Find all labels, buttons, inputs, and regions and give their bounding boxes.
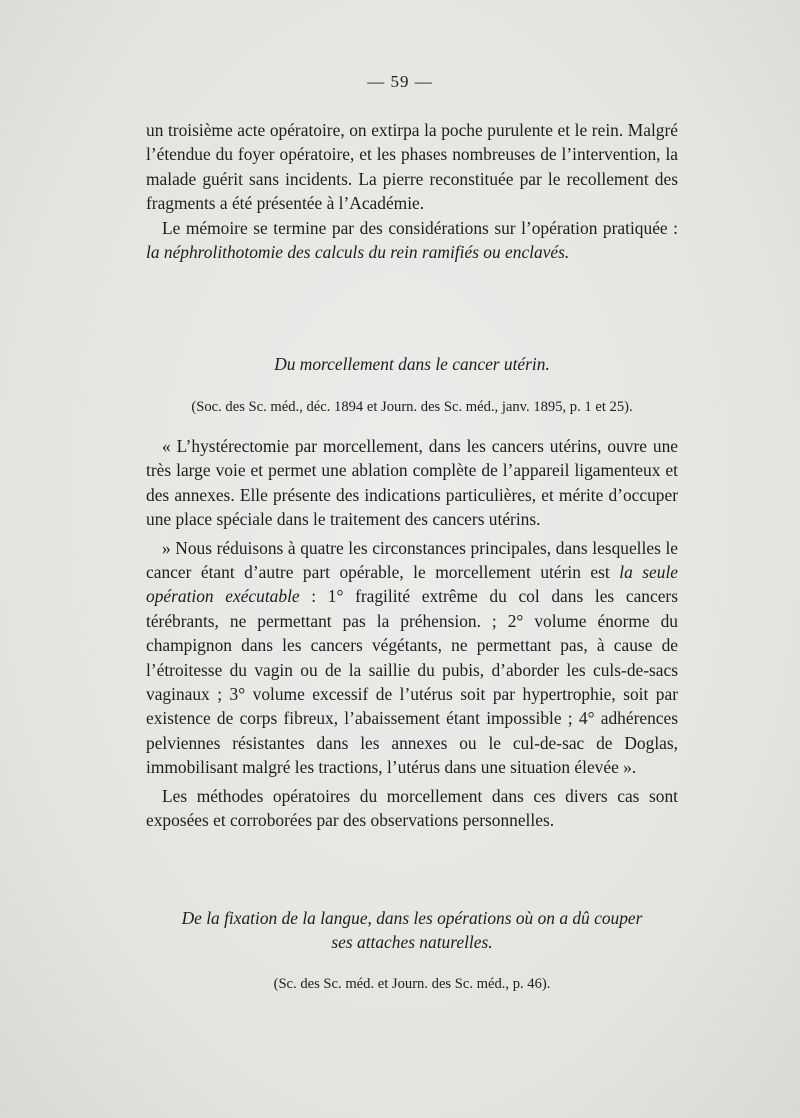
intro-paragraph-2 (146, 216, 678, 265)
intro-paragraph-2-text: Le mémoire se termine par des considérations sur l’opération pratiquée : (162, 217, 678, 238)
section-2-title (146, 906, 678, 955)
intro-paragraph-2-italic: la néphrolithotomie des calculs du rein ramifiés ou enclavés. (146, 242, 570, 263)
section-1-paragraph-3: Les méthodes opératoires du morcellement dans ces divers cas sont exposées et corroborées par des observations personnelles. (146, 785, 678, 831)
section-1-paragraph-2 (146, 536, 678, 780)
section-1-paragraph-2-end: : 1° fragilité extrême du col dans les cancers térébrants, ne permettant pas la préhension. ; 2° volume énorme du champignon dans les cancers végétants, ne permettant pas, à cause de l’étroitesse du vagin ou de la saillie du pubis, d’aborder les culs-de-sacs vaginaux ; 3° volume excessif de l’utérus soit par hypertrophie, soit par existence de corps fibreux, l’abaissement étant impossible ; 4° adhérences pelviennes résistantes dans les annexes ou le cul-de-sac de Doglas, immobilisant malgré les tractions, l’utérus dans une situation élevée ». (146, 586, 678, 778)
intro-text (146, 118, 678, 264)
section-2-title-line-2: ses attaches naturelles. (331, 932, 493, 953)
section-1-paragraph-2-start: » Nous réduisons à quatre les circonstances principales, dans lesquelles le cancer étant d’autre part opérable, le morcellement utérin est (146, 537, 678, 583)
intro-paragraph-1: un troisième acte opératoire, on extirpa la poche purulente et le rein. Malgré l’étendue du foyer opératoire, et les phases nombreuses de l’intervention, la malade guérit sans incidents. La pierre reconstituée par le recollement des fragments a été présentée à l’Académie. (146, 120, 678, 214)
section-1-source: (Soc. des Sc. méd., déc. 1894 et Journ. des Sc. méd., janv. 1895, p. 1 et 25). (191, 399, 633, 415)
section-2-source: (Sc. des Sc. méd. et Journ. des Sc. méd., p. 46). (273, 976, 551, 992)
section-2-title-line-1: De la fixation de la langue, dans les opérations où on a dû couper (181, 908, 643, 928)
section-1-paragraph-2-italic: la seule opération exécutable (146, 562, 678, 607)
section-1-title: Du morcellement dans le cancer utérin. (274, 354, 550, 374)
section-1-body (146, 434, 678, 833)
section-1-paragraph-1: « L’hystérectomie par morcellement, dans les cancers utérins, ouvre une très large voie et permet une ablation complète de l’appareil ligamenteux et des annexes. Elle présente des indications particulières, et mérite d’occuper une place spéciale dans le traitement des cancers utérins. (146, 436, 678, 530)
page-number: — 59 — (367, 72, 433, 91)
